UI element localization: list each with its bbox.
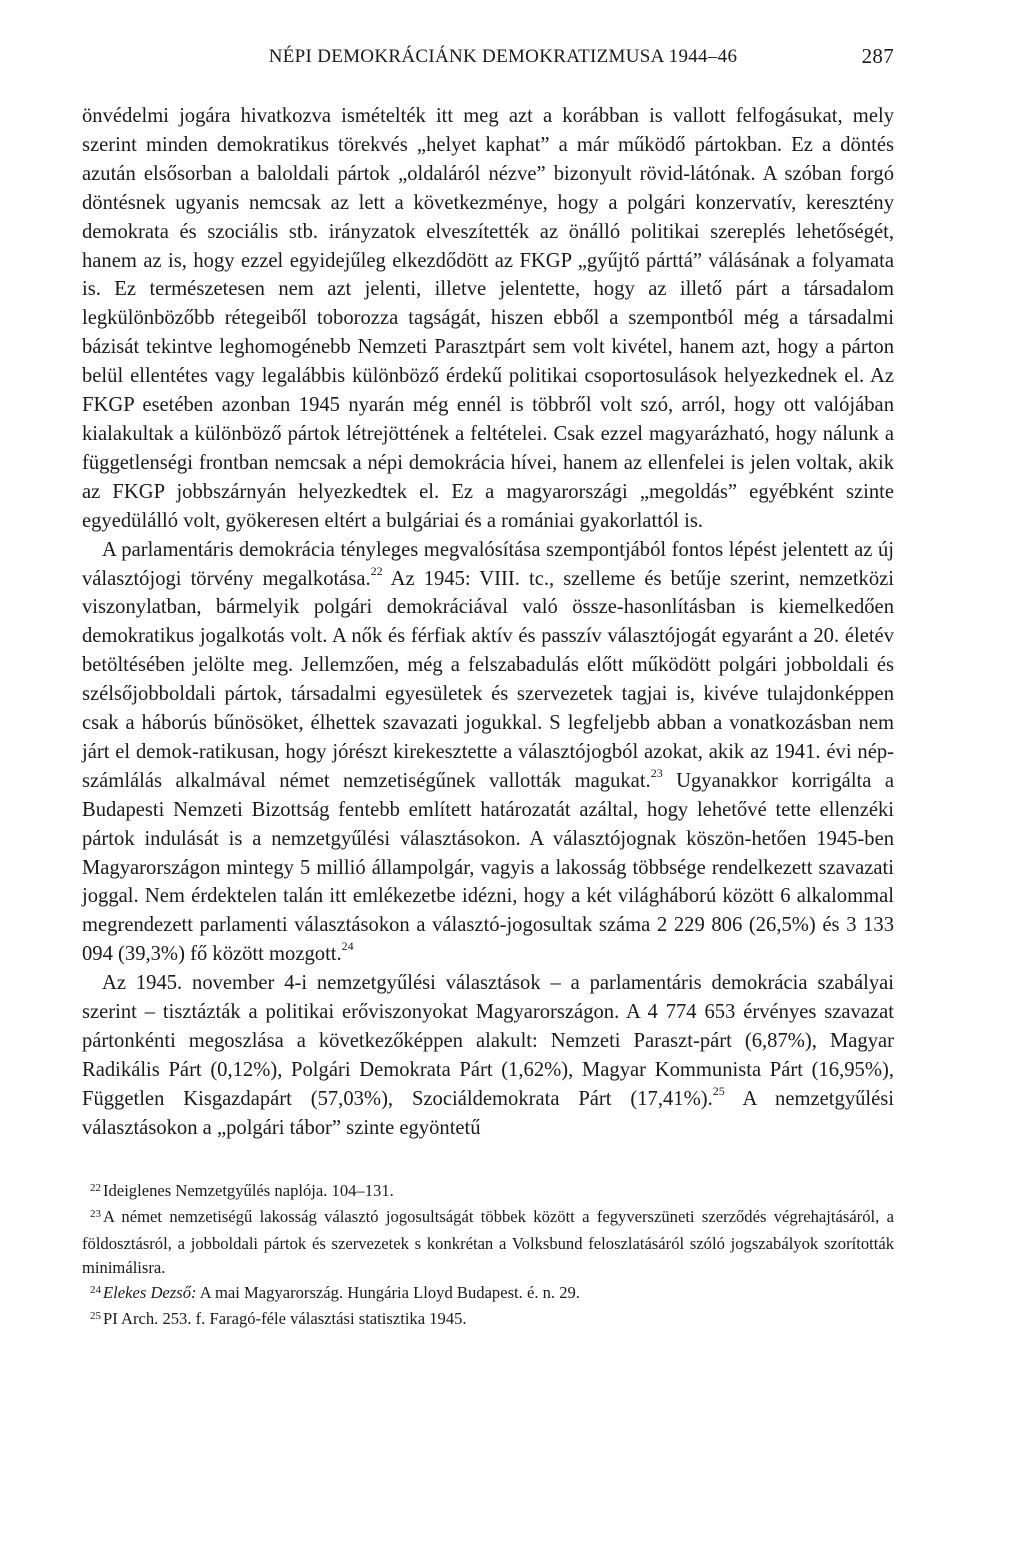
paragraph-2 [82,536,894,970]
footnote-ref-22[interactable]: 22 [370,563,383,578]
paragraph-2-text-b: Az 1945: VIII. tc., szelleme és betűje szerint, nemzetközi viszonylatban, bármelyik polgári demokráciával való össze-hasonlításban is kiemelkedően demokratikus jogalkotás volt. A nők és férfiak aktív és passzív választójogát egyaránt a 20. életév betöltésében jelölte meg. Jellemzően, még a felszabadulás előtt működött polgári jobboldali és szélsőjobboldali pártok, társadalmi egyesületek és szervezetek tagjai is, kivéve tulajdonképpen csak a háborús bűnösöket, élhettek szavazati jogukkal. S legfeljebb abban a vonatkozásban nem járt el demok-ratikusan, hogy jórészt kirekesztette a választójogból azokat, akik az 1941. évi nép-számlálás alkalmával német nemzetiségűnek vallották magukat. [82,567,894,792]
paragraph-2-text-a: A parlamentáris demokrácia tényleges megvalósítása szempontjából fontos lépést jelentett az új választójogi törvény megalkotása. [82,538,894,590]
footnote-number: 23 [90,1208,101,1221]
footnote-text: PI Arch. 253. f. Faragó-féle választási statisztika 1945. [103,1309,467,1329]
footnote-text: A mai Magyarország. Hungária Lloyd Budapest. é. n. 29. [196,1282,580,1302]
footnote-number: 22 [90,1181,101,1194]
paragraph-3-text-b: A nemzetgyűlési választásokon a „polgári tábor” szinte egyöntetű [82,1087,895,1139]
footnote-text: A német nemzetiségű lakosság választó jogosultságát többek között a fegyverszüneti szerződés végrehajtásáról, a földosztásról, a jobboldali pártok és szervezetek s konkrétan a Volksbund feloszlatásáról szóló jogszabályok szorították minimálisra. [82,1207,894,1278]
page-number: 287 [861,44,894,68]
footnote-25 [82,1307,894,1334]
footnote-23 [82,1205,894,1281]
body-text [82,102,894,1143]
footnote-ref-25[interactable]: 25 [712,1083,725,1098]
footnote-ref-24[interactable]: 24 [341,939,354,954]
running-header [82,40,894,80]
paragraph-2-text-c: Ugyanakkor korrigálta a Budapesti Nemzeti Bizottság fentebb említett határozatát azáltal, hogy lehetővé tette ellenzéki pártok indulását is a nemzetgyűlési választásokon. A választójognak köszön-hetően 1945-ben Magyarországon mintegy 5 millió állampolgár, vagyis a lakosság többsége rendelkezett szavazati joggal. Nem érdektelen talán itt emlékezetbe idézni, hogy a két világháború között 6 alkalommal megrendezett parlamenti választásokon a választó-jogosultak száma 2 229 806 (26,5%) és 3 133 094 (39,3%) fő között mozgott. [82,769,894,966]
footnote-ref-23[interactable]: 23 [650,765,663,780]
footnote-number: 24 [90,1283,101,1296]
footnote-24 [82,1281,894,1308]
paragraph-1 [82,102,894,536]
paragraph-1-text: önvédelmi jogára hivatkozva ismételték itt meg azt a korábban is vallott felfogásukat, mely szerint minden demokratikus törekvés „helyet kaphat” a már működő pártokban. Ez a döntés azután elsősorban a baloldali pártok „oldaláról nézve” bizonyult rövid-látónak. A szóban forgó döntésnek ugyanis nemcsak az lett a következménye, hogy a polgári konzervatív, keresztény demokrata és szociális stb. irányzatok elveszítették az önálló politikai szereplés lehetőségét, hanem az is, hogy ezzel egyidejűleg elkezdődött az FKGP „gyűjtő párttá” válásának a folyamata is. Ez természetesen nem azt jelenti, illetve jelentette, hogy az illető párt a társadalom legkülönbözőbb rétegeiből toborozza tagságát, hiszen ebből a szempontból még a társadalmi bázisát tekintve leghomogénebb Nemzeti Parasztpárt sem volt kivétel, hanem azt, hogy a párton belül ellentétes vagy legalábbis különböző érdekű politikai csoportosulások helyezkednek el. Az FKGP esetében azonban 1945 nyarán még ennél is többről volt szó, arról, hogy ott valójában kialakultak a különböző pártok létrejöttének a feltételei. Csak ezzel magyarázható, hogy nálunk a függetlenségi frontban nemcsak a népi demokrácia hívei, hanem az ellenfelei is jelen voltak, akik az FKGP jobbszárnyán helyezkedtek el. Ez a magyarországi „megoldás” egyébként szinte egyedülálló volt, gyökeresen eltért a bulgáriai és a romániai gyakorlattól is. [82,105,894,532]
paragraph-3-text-a: Az 1945. november 4-i nemzetgyűlési választások – a parlamentáris demokrácia szabályai szerint – tisztázták a politikai erőviszonyokat Magyarországon. A 4 774 653 érvényes szavazat pártonkénti megoszlása a következőképpen alakult: Nemzeti Paraszt-párt (6,87%), Magyar Radikális Párt (0,12%), Polgári Demokrata Párt (1,62%), Magyar Kommunista Párt (16,95%), Független Kisgazdapárt (57,03%), Szociáldemokrata Párt (17,41%). [82,972,894,1110]
paragraph-3 [82,969,894,1142]
footnote-text: Ideiglenes Nemzetgyűlés naplója. 104–131. [103,1180,394,1200]
footnotes [82,1179,894,1334]
footnote-22 [82,1179,894,1206]
book-page [82,40,894,1334]
footnote-number: 25 [90,1310,101,1323]
running-title: NÉPI DEMOKRÁCIÁNK DEMOKRATIZMUSA 1944–46 [268,46,738,67]
footnote-author: Elekes Dezső: [103,1282,197,1302]
